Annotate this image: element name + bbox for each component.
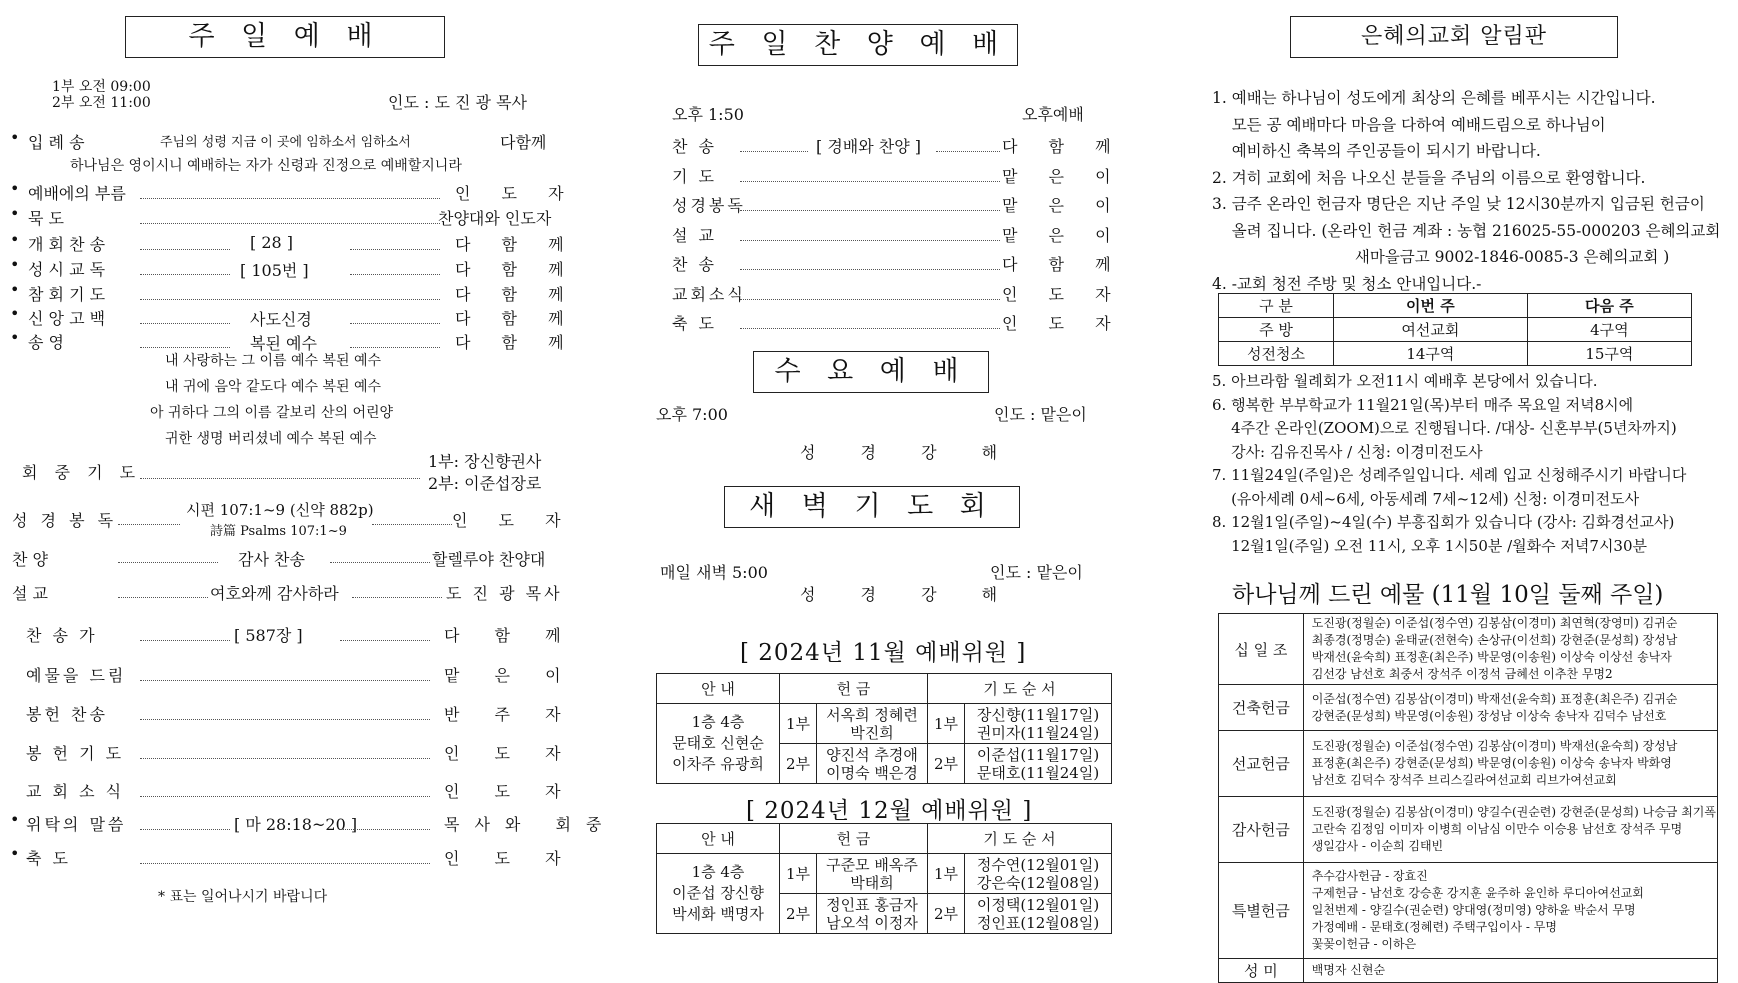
order-item-leader: 인 도 자 xyxy=(444,744,576,763)
table-row xyxy=(1219,614,1718,685)
header-offering: 헌 금 xyxy=(780,674,928,704)
bullet-marker: • xyxy=(10,128,20,147)
name-line: 정인표(12월08일) xyxy=(976,913,1100,932)
name-line: 장신향(11월17일) xyxy=(976,705,1100,724)
order-item-detail: 주님의 성령 지금 이 곳에 임하소서 임하소서 xyxy=(160,135,411,150)
bullet-marker: • xyxy=(10,204,20,223)
dotted-leader xyxy=(340,829,430,830)
choir-label: 찬 양 xyxy=(12,550,48,569)
header-prayer: 기 도 순 서 xyxy=(928,824,1112,854)
afternoon-worship-column xyxy=(640,0,1124,983)
dotted-leader xyxy=(140,274,230,275)
bullet-marker: • xyxy=(10,844,20,863)
prayer-names-2 xyxy=(965,894,1112,934)
clean-cell: 14구역 xyxy=(1334,342,1528,366)
order-item-label: 봉 헌 기 도 xyxy=(26,744,125,763)
table-row xyxy=(1219,863,1718,959)
name-line: 이정택(12월01일) xyxy=(976,895,1100,914)
sunday-worship-title: 주 일 예 배 xyxy=(125,16,445,58)
clean-header: 이번 주 xyxy=(1334,294,1528,318)
order-item-label: 봉헌 찬송 xyxy=(26,705,108,724)
order-item-detail: [ 28 ] xyxy=(250,233,294,252)
table-row xyxy=(1219,959,1718,983)
dotted-leader xyxy=(740,269,1000,270)
order-item-leader: 다 함 께 xyxy=(1002,255,1124,274)
afternoon-time: 오후 1:50 xyxy=(672,105,744,124)
sunday-worship-column xyxy=(0,0,617,983)
cleaning-schedule-table xyxy=(1218,293,1692,366)
table-row xyxy=(657,854,1112,894)
offering-names-line: 박재선(윤숙희) 표정훈(최은주) 박문영(이송원) 이상숙 이상선 송낙자 xyxy=(1311,650,1672,664)
notice-line: (유아세례 0세~6세, 아동세례 7세~12세) 신청: 이경미전도사 xyxy=(1212,489,1640,508)
offering-names-line: 도진광(정월순) 이준섭(정수연) 김봉삼(이경미) 최연혁(장영미) 김귀순 xyxy=(1311,616,1678,630)
header-offering: 헌 금 xyxy=(780,824,928,854)
offering-names-line: 꽃꽂이헌금 - 이하은 xyxy=(1311,937,1417,951)
order-item-label: 축 도 xyxy=(26,849,71,868)
name-line: 박진희 xyxy=(850,723,894,742)
order-item-leader: 맡 은 이 xyxy=(1002,166,1124,186)
order-item-leader: 다 함 께 xyxy=(455,285,577,304)
name-line: 강은숙(12월08일) xyxy=(976,873,1100,892)
prayer-service-2: 2부 xyxy=(928,894,965,934)
lyric-line: 아 귀하다 그의 이름 갈보리 산의 어린양 xyxy=(150,405,394,421)
prayer-first-service: 1부: 장신향권사 xyxy=(428,452,542,471)
bullet-marker: • xyxy=(10,810,20,829)
order-item-leader: 맡 은 이 xyxy=(444,666,576,685)
wednesday-time: 오후 7:00 xyxy=(656,405,728,424)
dotted-leader xyxy=(118,562,218,563)
offering-names xyxy=(1303,797,1717,863)
notice-line: 4. -교회 청전 주방 및 청소 안내입니다.- xyxy=(1212,274,1482,293)
notice-line: 새마을금고 9002-1846-0085-3 은혜의교회 ) xyxy=(1212,248,1670,266)
notice-line: 5. 아브라함 월례회가 오전11시 예배후 본당에서 있습니다. xyxy=(1212,372,1598,390)
order-item-leader: 맡 은 이 xyxy=(1002,196,1124,215)
offering-names-line: 강현준(문성희) 박문영(이송원) 장성남 이상숙 송낙자 김덕수 남선호 xyxy=(1311,708,1667,723)
afternoon-worship-title: 주 일 찬 양 예 배 xyxy=(698,24,1018,66)
name-line: 남오석 이정자 xyxy=(826,913,918,932)
dotted-leader xyxy=(340,640,430,641)
dotted-leader xyxy=(350,347,440,348)
clean-header: 다음 주 xyxy=(1527,294,1691,318)
order-item-leader: 인 도 자 xyxy=(1002,284,1124,304)
bullet-marker: • xyxy=(10,280,20,299)
dotted-leader xyxy=(140,478,420,479)
offering-names-2 xyxy=(817,744,928,784)
service-leader: 인도 : 도 진 광 목사 xyxy=(388,93,528,112)
lyric-line: 내 사랑하는 그 이름 예수 복된 예수 xyxy=(165,353,382,369)
order-item-label: 축 도 xyxy=(672,314,717,333)
dotted-leader xyxy=(140,249,230,250)
order-item-leader: 찬양대와 인도자 xyxy=(438,209,552,228)
order-item-leader: 맡 은 이 xyxy=(1002,225,1124,245)
order-item-label: 찬 송 가 xyxy=(26,626,98,645)
dotted-leader xyxy=(936,151,1000,152)
clean-header: 구 분 xyxy=(1219,294,1334,318)
offering-category: 선교헌금 xyxy=(1219,731,1304,797)
order-item-leader: 다 함 께 xyxy=(455,333,577,352)
order-item-leader: 인 도 자 xyxy=(444,849,576,868)
offering-names-1 xyxy=(817,854,928,894)
guide-line: 이차주 유광희 xyxy=(672,755,764,773)
prayer-second-service: 2부: 이준섭장로 xyxy=(428,474,542,493)
order-item-leader: 다 함 께 xyxy=(444,626,576,645)
name-line: 정수연(12월01일) xyxy=(976,855,1100,874)
header-prayer: 기 도 순 서 xyxy=(928,674,1112,704)
offering-names-1 xyxy=(817,704,928,744)
dawn-time: 매일 새벽 5:00 xyxy=(660,563,768,582)
notice-line: 4주간 온라인(ZOOM)으로 진행됩니다. /대상- 신혼부부(5년차까지) xyxy=(1212,419,1677,437)
dotted-leader xyxy=(372,524,452,525)
notice-line: 7. 11월24일(주일)은 성례주일입니다. 세례 입교 신청해주시기 바랍니다 xyxy=(1212,466,1687,484)
name-line: 구준모 배옥주 xyxy=(826,855,918,874)
name-line: 양진석 추경애 xyxy=(826,745,918,764)
offering-names xyxy=(1303,959,1717,983)
notice-line: 2. 겨히 교회에 처음 나오신 분들을 주님의 이름으로 환영합니다. xyxy=(1212,168,1646,187)
offering-names-line: 김선강 남선호 최중서 장석주 이정석 금혜선 이추찬 무명2 xyxy=(1311,667,1613,681)
table-header-row xyxy=(657,824,1112,854)
order-item-label: 개 회 찬 송 xyxy=(28,235,106,254)
november-committee-table xyxy=(656,673,1112,784)
guide-line: 이준섭 장신향 xyxy=(672,884,764,902)
bullet-marker: • xyxy=(10,230,20,249)
order-item-detail: 복된 예수 xyxy=(250,334,317,353)
order-item-label: 성경봉독 xyxy=(672,196,746,215)
guide-cell xyxy=(657,854,780,934)
offering-names-line: 도진광(정월순) 이준섭(정수연) 김봉삼(이경미) 박재선(윤숙희) 장성남 xyxy=(1311,739,1678,753)
dotted-leader xyxy=(140,640,230,641)
table-row xyxy=(657,704,1112,744)
offering-names-2 xyxy=(817,894,928,934)
dotted-leader xyxy=(140,719,430,720)
guide-cell xyxy=(657,704,780,784)
dotted-leader xyxy=(140,758,430,759)
choir-name: 할렐루야 찬양대 xyxy=(432,550,546,569)
order-item-label: 성 시 교 독 xyxy=(28,260,106,279)
dotted-leader xyxy=(118,524,180,525)
order-item-label: 예물을 드림 xyxy=(26,666,127,685)
dotted-leader xyxy=(140,323,230,324)
offering-category: 특별헌금 xyxy=(1219,863,1304,959)
order-item-leader: 다 함 께 xyxy=(455,235,577,254)
order-item-label: 찬 송 xyxy=(672,255,717,274)
dotted-leader xyxy=(118,597,208,598)
offering-names xyxy=(1303,614,1717,685)
name-line: 문태호(11월24일) xyxy=(976,763,1100,782)
notice-line: 예비하신 축복의 주인공들이 되시기 바랍니다. xyxy=(1212,142,1541,160)
standing-footnote: * 표는 일어나시기 바랍니다 xyxy=(158,889,328,905)
scripture-reference-english: 詩篇 Psalms 107:1~9 xyxy=(210,524,347,539)
notice-line: 8. 12월1일(주일)~4일(수) 부흥집회가 있습니다 (강사: 김화경선교사) xyxy=(1212,513,1675,531)
order-item-detail: [ 마 28:18~20 ] xyxy=(234,815,358,834)
notice-line: 강사: 김유진목사 / 신청: 이경미전도사 xyxy=(1212,442,1483,461)
dotted-leader xyxy=(740,240,1000,241)
order-item-leader: 목사와 회중 xyxy=(444,815,617,834)
choir-title: 감사 찬송 xyxy=(238,550,305,569)
dotted-leader xyxy=(330,562,430,563)
dotted-leader xyxy=(350,249,440,250)
sermon-preacher: 도 진 광 목사 xyxy=(446,584,563,603)
guide-line: 문태호 신현순 xyxy=(672,734,764,752)
dotted-leader xyxy=(740,210,1000,211)
notice-line: 올려 집니다. (온라인 헌금 계좌 : 농협 216025-55-000203 은혜의교회 xyxy=(1212,221,1721,240)
order-item-label: 예배에의 부름 xyxy=(28,184,126,203)
order-item-leader: 다 함 께 xyxy=(455,260,577,279)
offering-names-line: 백명자 신현순 xyxy=(1311,963,1386,977)
offering-names-line: 남선호 김덕수 장석주 브리스길라여선교회 리브가여선교회 xyxy=(1311,773,1617,787)
notice-line: 12월1일(주일) 오전 11시, 오후 1시50분 /월화수 저녁7시30분 xyxy=(1212,536,1648,555)
guide-line: 1층 4층 xyxy=(691,713,745,731)
prayer-label: 회 중 기 도 xyxy=(22,463,142,482)
notice-line: 모든 공 예배마다 마음을 다하여 예배드림으로 하나님이 xyxy=(1212,115,1606,134)
order-item-leader: 인 도 자 xyxy=(1002,314,1124,333)
prayer-names-2 xyxy=(965,744,1112,784)
offering-names-line: 최종경(정명순) 윤태균(전현숙) 손상규(이선희) 강현준(문성희) 장성남 xyxy=(1311,633,1678,647)
dotted-leader xyxy=(740,328,1000,329)
dotted-leader xyxy=(140,796,430,797)
dotted-leader xyxy=(740,151,808,152)
order-item-leader: 다 함 께 xyxy=(1002,137,1124,156)
guide-line: 박세화 백명자 xyxy=(672,905,764,923)
order-item-label: 송 영 xyxy=(28,333,64,352)
reading-label: 성 경 봉 독 xyxy=(12,511,118,530)
order-item-label: 신 앙 고 백 xyxy=(28,309,106,328)
offering-names-line: 이준섭(정수연) 김봉삼(이경미) 박재선(윤숙희) 표정훈(최은주) 김귀순 xyxy=(1311,691,1678,706)
offering-service-1: 1부 xyxy=(780,704,817,744)
table-header-row xyxy=(1219,294,1692,318)
offering-category: 성 미 xyxy=(1219,959,1304,983)
table-row xyxy=(1219,731,1718,797)
dotted-leader xyxy=(140,829,230,830)
clean-cell: 성전청소 xyxy=(1219,342,1334,366)
name-line: 정인표 홍금자 xyxy=(826,895,918,914)
dotted-leader xyxy=(140,680,430,681)
dotted-leader xyxy=(740,181,1000,182)
order-item-label: 입 례 송 xyxy=(28,133,85,152)
wednesday-worship-title: 수 요 예 배 xyxy=(753,351,989,393)
offering-names-line: 구제헌금 - 남선호 강승훈 강지훈 윤주하 윤인하 루디아여선교회 xyxy=(1311,886,1644,900)
guide-line: 1층 4층 xyxy=(691,863,745,881)
order-item-detail: [ 105번 ] xyxy=(240,261,309,280)
offering-names xyxy=(1303,685,1717,731)
notice-line: 6. 행복한 부부학교가 11월21일(목)부터 매주 목요일 저녁8시에 xyxy=(1212,395,1634,414)
offering-names xyxy=(1303,731,1717,797)
name-line: 박태희 xyxy=(850,873,894,892)
dotted-leader xyxy=(350,323,440,324)
header-guide: 안 내 xyxy=(657,674,780,704)
order-item-leader: 반 주 자 xyxy=(444,705,576,724)
prayer-names-1 xyxy=(965,854,1112,894)
order-item-label: 묵 도 xyxy=(28,209,64,228)
offering-table xyxy=(1218,613,1718,983)
clean-cell: 15구역 xyxy=(1527,342,1691,366)
sermon-label: 설 교 xyxy=(12,584,48,603)
clean-cell: 4구역 xyxy=(1527,318,1691,342)
order-item-leader: 다 함 께 xyxy=(455,309,577,328)
dawn-subtitle: 성 경 강 해 xyxy=(800,585,1018,604)
offering-names-line: 생일감사 - 이순희 김태빈 xyxy=(1311,839,1444,853)
table-row xyxy=(1219,797,1718,863)
prayer-service-2: 2부 xyxy=(928,744,965,784)
prayer-service-1: 1부 xyxy=(928,854,965,894)
order-item-label: 설 교 xyxy=(672,225,717,245)
wednesday-subtitle: 성 경 강 해 xyxy=(800,443,1018,462)
order-item-label: 위탁의 말씀 xyxy=(26,815,127,834)
dawn-prayer-title: 새 벽 기 도 회 xyxy=(724,486,1020,528)
offering-names xyxy=(1303,863,1717,959)
order-item-leader: 인 도 자 xyxy=(455,184,577,203)
table-row xyxy=(1219,685,1718,731)
header-guide: 안 내 xyxy=(657,824,780,854)
offering-service-1: 1부 xyxy=(780,854,817,894)
order-item-label: 참 회 기 도 xyxy=(28,285,106,304)
bullet-marker: • xyxy=(10,255,20,274)
order-item-label: 찬 송 xyxy=(672,137,717,156)
table-row xyxy=(1219,318,1692,342)
prayer-names-1 xyxy=(965,704,1112,744)
bullet-marker: • xyxy=(10,304,20,323)
wednesday-leader: 인도 : 맡은이 xyxy=(994,405,1087,424)
offering-category: 건축헌금 xyxy=(1219,685,1304,731)
order-item-leader: 인 도 자 xyxy=(444,782,576,801)
bullet-marker: • xyxy=(10,179,20,198)
december-committee-title: [ 2024년 12월 예배위원 ] xyxy=(746,798,1033,824)
dotted-leader xyxy=(352,597,442,598)
lyric-line: 내 귀에 음악 같도다 예수 복된 예수 xyxy=(165,379,382,395)
order-item-leader: 다함께 xyxy=(500,133,547,152)
offering-names-line: 고란숙 김정임 이미자 이병희 이남심 이만수 이승용 남선호 장석주 무명 xyxy=(1311,822,1683,836)
offering-names-line: 추수감사헌금 - 장효진 xyxy=(1311,869,1428,883)
clean-cell: 여선교회 xyxy=(1334,318,1528,342)
dotted-leader xyxy=(140,347,230,348)
dotted-leader xyxy=(140,863,430,864)
afternoon-label: 오후예배 xyxy=(1022,105,1084,124)
scripture-reference: 시편 107:1~9 (신약 882p) xyxy=(186,501,374,519)
name-line: 서옥희 정혜련 xyxy=(826,705,918,724)
order-item-detail: [ 경배와 찬양 ] xyxy=(816,137,922,156)
order-item-label: 교회소식 xyxy=(672,284,746,304)
table-row xyxy=(1219,342,1692,366)
november-committee-title: [ 2024년 11월 예배위원 ] xyxy=(740,640,1027,666)
order-item-label: 교 회 소 식 xyxy=(26,782,125,801)
lyric-line: 귀한 생명 버리셨네 예수 복된 예수 xyxy=(165,431,377,447)
order-item-label: 기 도 xyxy=(672,166,717,186)
notice-line: 3. 금주 온라인 헌금자 명단은 지난 주일 낮 12시30분까지 입금된 헌금이 xyxy=(1212,195,1705,213)
service-time-1: 1부 오전 09:00 xyxy=(52,79,151,95)
offering-names-line: 표정훈(최은주) 강현준(문성희) 박문영(이송원) 이상숙 송낙자 박화영 xyxy=(1311,756,1672,770)
bulletin-title: 은혜의교회 알림판 xyxy=(1290,16,1618,58)
offering-service-2: 2부 xyxy=(780,744,817,784)
name-line: 이명숙 백은경 xyxy=(826,763,918,782)
service-time-2: 2부 오전 11:00 xyxy=(52,95,151,111)
table-header-row xyxy=(657,674,1112,704)
name-line: 이준섭(11월17일) xyxy=(976,745,1100,764)
bulletin-board-column xyxy=(1200,0,1738,983)
december-committee-table xyxy=(656,823,1112,934)
notice-line: 1. 예배는 하나님이 성도에게 최상의 은혜를 베푸시는 시간입니다. xyxy=(1212,89,1656,107)
reading-leader: 인 도 자 xyxy=(452,511,574,530)
offering-names-line: 일천번제 - 양길수(권순련) 양대영(정미영) 양하윤 박순서 무명 xyxy=(1311,903,1636,917)
offering-category: 감사헌금 xyxy=(1219,797,1304,863)
offering-title: 하나님께 드린 예물 (11월 10일 둘째 주일) xyxy=(1232,582,1664,608)
clean-cell: 주 방 xyxy=(1219,318,1334,342)
bullet-marker: • xyxy=(10,328,20,347)
entrance-hymn-verse: 하나님은 영이시니 예배하는 자가 신령과 진정으로 예배할지니라 xyxy=(70,158,462,174)
sermon-title: 여호와께 감사하라 xyxy=(210,584,339,603)
dotted-leader xyxy=(740,299,1000,300)
order-item-detail: 사도신경 xyxy=(250,310,312,329)
dotted-leader xyxy=(140,198,440,199)
offering-names-line: 도진광(정월순) 김봉삼(이경미) 양길수(권순련) 강현준(문성희) 나승금 최기폭 xyxy=(1311,805,1716,819)
prayer-service-1: 1부 xyxy=(928,704,965,744)
name-line: 권미자(11월24일) xyxy=(976,723,1100,742)
dotted-leader xyxy=(350,274,440,275)
offering-names-line: 가정예배 - 문태호(정혜련) 주택구입이사 - 무명 xyxy=(1311,920,1557,934)
dawn-leader: 인도 : 맡은이 xyxy=(990,563,1083,582)
dotted-leader xyxy=(140,223,440,224)
offering-category: 십 일 조 xyxy=(1219,614,1304,685)
offering-service-2: 2부 xyxy=(780,894,817,934)
dotted-leader xyxy=(140,299,440,300)
order-item-detail: [ 587장 ] xyxy=(234,626,303,645)
